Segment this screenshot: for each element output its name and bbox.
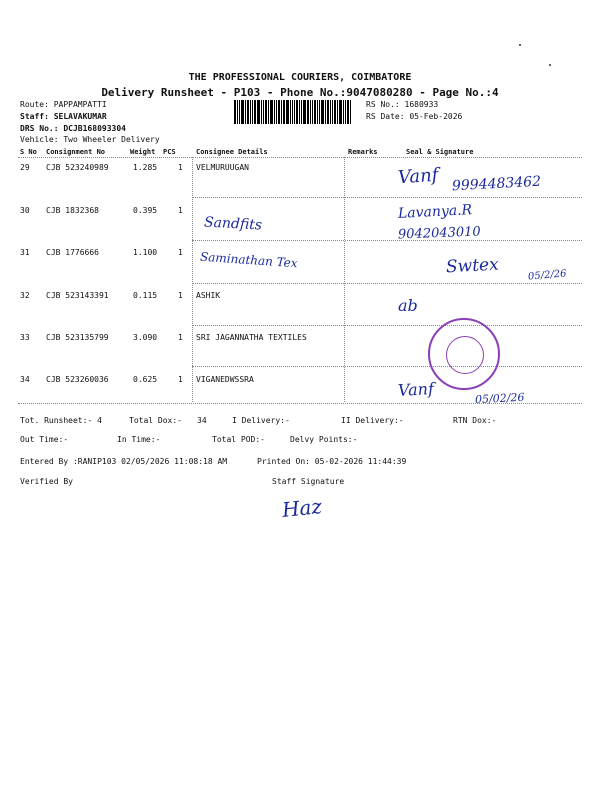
barcode-bar (312, 100, 313, 124)
barcode-bar (299, 100, 300, 124)
barcode-bar (292, 100, 293, 124)
barcode-bar (337, 100, 338, 124)
barcode-bar (294, 100, 295, 124)
col-pcs: PCS (163, 148, 176, 156)
barcode-bar (274, 100, 275, 124)
rs-date-label: RS Date: 05-Feb-2026 (366, 112, 463, 121)
verified-by: Verified By (20, 477, 73, 486)
barcode-bar (252, 100, 253, 124)
tot-runsheet: Tot. Runsheet:- 4 (20, 416, 102, 425)
row-weight: 0.115 (133, 291, 158, 300)
handwritten-phone: 9042043010 (397, 224, 481, 243)
scan-dot (519, 44, 521, 46)
col-consignment: Consignment No (46, 148, 106, 156)
row-pcs: 1 (178, 375, 183, 384)
seal-inner-ring (446, 336, 484, 374)
row-weight: 1.100 (133, 248, 158, 257)
barcode-bar (239, 100, 240, 124)
row-consignment: CJB 523240989 (46, 163, 109, 172)
handwritten-signature: Vanf (397, 379, 435, 400)
barcode-bar (310, 100, 311, 124)
barcode-bar (321, 100, 324, 124)
barcode-bar (283, 100, 285, 124)
total-pod: Total POD:- (212, 435, 265, 444)
row-consignee: SRI JAGANNATHA TEXTILES (196, 333, 307, 342)
barcode-bar (303, 100, 306, 124)
barcode-bar (263, 100, 264, 124)
barcode-bar (345, 100, 346, 124)
row-rule (192, 240, 582, 241)
barcode-bar (296, 100, 298, 124)
handwritten-consignee: Sandfits (203, 214, 263, 234)
row-rule (192, 366, 582, 367)
row-pcs: 1 (178, 163, 183, 172)
barcode-bar (237, 100, 238, 124)
barcode-bar (281, 100, 282, 124)
row-consignment: CJB 523135799 (46, 333, 109, 342)
in-time: In Time:- (117, 435, 161, 444)
barcode-bar (334, 100, 336, 124)
col-consignee: Consignee Details (196, 148, 268, 156)
row-consignment: CJB 523260036 (46, 375, 109, 384)
row-consignee: VELMURUUGAN (196, 163, 249, 172)
staff-signature: Haz (280, 493, 324, 523)
barcode-bar (268, 100, 269, 124)
handwritten-phone: 9994483462 (451, 173, 542, 195)
row-weight: 0.625 (133, 375, 158, 384)
row-consignment: CJB 1776666 (46, 248, 99, 257)
staff-signature-label: Staff Signature (272, 477, 345, 486)
total-dox-value: 34 (197, 416, 207, 425)
barcode-bar (261, 100, 262, 124)
row-sno: 34 (20, 375, 30, 384)
barcode-bar (286, 100, 289, 124)
handwritten-date: 05/02/26 (474, 390, 525, 407)
row-sno: 33 (20, 333, 30, 342)
row-pcs: 1 (178, 248, 183, 257)
staff-label: Staff: SELAVAKUMAR (20, 112, 107, 121)
runsheet-title: Delivery Runsheet - P103 - Phone No.:9047080280 - Page No.:4 (101, 86, 499, 99)
i-delivery: I Delivery:- (232, 416, 290, 425)
row-consignment: CJB 1832368 (46, 206, 99, 215)
row-rule (192, 325, 582, 326)
col-weight: Weight (130, 148, 156, 156)
barcode-bar (234, 100, 236, 124)
total-dox-label: Total Dox:- (129, 416, 182, 425)
barcode-bar (317, 100, 318, 124)
handwritten-signature: ab (398, 296, 418, 315)
row-pcs: 1 (178, 333, 183, 342)
row-pcs: 1 (178, 291, 183, 300)
row-rule (192, 197, 582, 198)
company-title: THE PROFESSIONAL COURIERS, COIMBATORE (188, 72, 412, 83)
barcode-bar (241, 100, 244, 124)
row-sno: 32 (20, 291, 30, 300)
barcode-bar (330, 100, 331, 124)
out-time: Out Time:- (20, 435, 69, 444)
delvy-points: Delvy Points:- (290, 435, 358, 444)
barcode-bar (332, 100, 333, 124)
barcode-bar (250, 100, 251, 124)
barcode-bar (245, 100, 246, 124)
row-weight: 1.285 (133, 163, 158, 172)
barcode-bar (254, 100, 256, 124)
barcode-bar (339, 100, 342, 124)
col-seal: Seal & Signature (406, 148, 474, 156)
barcode-bar (265, 100, 267, 124)
row-rule (192, 283, 582, 284)
barcode-bar (278, 100, 280, 124)
vehicle-label: Vehicle: Two Wheeler Delivery (20, 135, 160, 144)
row-pcs: 1 (178, 206, 183, 215)
row-sno: 31 (20, 248, 30, 257)
barcode-bar (276, 100, 277, 124)
ii-delivery: II Delivery:- (341, 416, 404, 425)
row-sno: 29 (20, 163, 30, 172)
handwritten-date: 05/2/26 (527, 268, 567, 283)
route-label: Route: PAPPAMPATTI (20, 100, 107, 109)
barcode-bar (343, 100, 344, 124)
barcode-bar (257, 100, 260, 124)
rtn-dox: RTN Dox:- (453, 416, 497, 425)
handwritten-signature: Vanf (397, 164, 440, 189)
barcode-bar (350, 100, 351, 124)
row-consignee: VIGANEDWSSRA (196, 375, 254, 384)
table-rule (18, 157, 582, 158)
row-consignment: CJB 523143391 (46, 291, 109, 300)
barcode-bar (270, 100, 273, 124)
printed-on: Printed On: 05-02-2026 11:44:39 (257, 457, 407, 466)
col-sno: S No (20, 148, 37, 156)
scan-dot (549, 64, 551, 66)
barcode-bar (314, 100, 316, 124)
barcode-bar (325, 100, 326, 124)
barcode-bar (347, 100, 349, 124)
row-weight: 3.090 (133, 333, 158, 342)
row-consignee: ASHIK (196, 291, 221, 300)
barcode-bar (247, 100, 249, 124)
barcode-bar (307, 100, 309, 124)
handwritten-signature: Lavanya.R (397, 202, 473, 222)
handwritten-signature: Swtex (445, 254, 500, 278)
rs-no-label: RS No.: 1680933 (366, 100, 439, 109)
row-sno: 30 (20, 206, 30, 215)
barcode-bar (319, 100, 320, 124)
drs-label: DRS No.: DCJB168093304 (20, 124, 126, 133)
entered-by: Entered By :RANIP103 02/05/2026 11:08:18 AM (20, 457, 228, 466)
barcode-bar (301, 100, 302, 124)
row-weight: 0.395 (133, 206, 158, 215)
seal-stamp (428, 318, 500, 390)
handwritten-consignee: Saminathan Tex (199, 249, 299, 271)
barcode-bar (327, 100, 329, 124)
col-remarks: Remarks (348, 148, 378, 156)
barcode (234, 100, 362, 124)
barcode-bar (290, 100, 291, 124)
